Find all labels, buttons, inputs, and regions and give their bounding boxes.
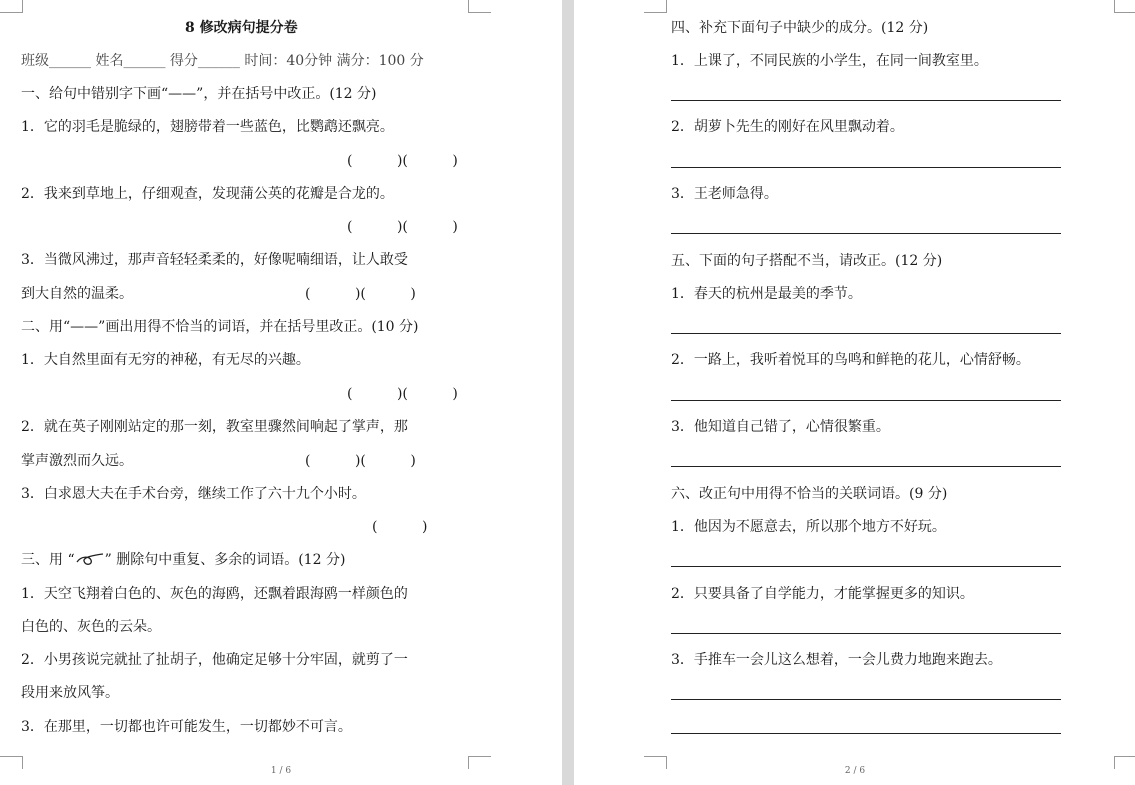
s4-question-3: 3．王老师急得。 [671,186,778,202]
answer-line[interactable] [671,100,1061,101]
s6-question-2: 2．只要具备了自学能力，才能掌握更多的知识。 [671,586,974,602]
s3-question-1-cont: 白色的、灰色的云朵。 [21,619,161,635]
s5-question-3: 3．他知道自己错了，心情很繁重。 [671,419,890,435]
crop-mark [644,0,667,13]
answer-line[interactable] [671,466,1061,467]
answer-line[interactable] [671,233,1061,234]
s3-question-3: 3．在那里，一切都也许可能发生，一切都妙不可言。 [21,719,352,735]
s3-heading-pre: 三、用 “ [21,552,75,568]
section-4-heading: 四、补充下面句子中缺少的成分。(12 分) [671,20,929,36]
s6-question-3: 3．手推车一会儿这么想着，一会儿费力地跑来跑去。 [671,652,1002,668]
answer-parens[interactable]: ( )( ) [347,153,458,169]
s1-question-2: 2．我来到草地上，仔细观查，发现蒲公英的花瓣是合龙的。 [21,186,394,202]
answer-line[interactable] [671,566,1061,567]
answer-parens[interactable]: ( )( ) [305,453,416,469]
section-1-heading: 一、给句中错别字下画“——”，并在括号中改正。(12 分) [21,86,377,102]
section-3-heading [21,551,345,569]
s5-question-1: 1．春天的杭州是最美的季节。 [671,286,862,302]
s2-question-2-cont: 掌声激烈而久远。 [21,453,133,469]
page-1 [0,0,562,785]
answer-line[interactable] [671,333,1061,334]
s3-question-2-cont: 段用来放风筝。 [21,685,119,701]
section-2-heading: 二、用“——”画出用得不恰当的词语，并在括号里改正。(10 分) [21,319,419,335]
answer-line[interactable] [671,699,1061,700]
answer-line[interactable] [671,633,1061,634]
crop-mark [0,0,23,13]
answer-parens[interactable]: ( )( ) [347,386,458,402]
answer-parens[interactable]: ( )( ) [347,219,458,235]
s5-question-2: 2．一路上，我听着悦耳的鸟鸣和鲜艳的花儿，心情舒畅。 [671,352,1030,368]
answer-line[interactable] [671,167,1061,168]
section-5-heading: 五、下面的句子搭配不当，请改正。(12 分) [671,253,943,269]
page-2 [574,0,1135,785]
s1-question-3: 3．当微风沸过，那声音轻轻柔柔的，好像呢喃细语，让人敢受 [21,252,408,268]
s4-question-1: 1．上课了，不同民族的小学生，在同一间教室里。 [671,53,988,69]
answer-parens[interactable]: ( ) [372,519,428,535]
info-line: 班级______ 姓名______ 得分______ 时间：40分钟 满分：100 分 [21,53,424,69]
page-title: 8 修改病句提分卷 [185,20,298,36]
delete-loop-icon [75,552,105,568]
page-number: 1 / 6 [270,766,292,776]
crop-mark [468,0,491,13]
answer-line[interactable] [671,400,1061,401]
s4-question-2: 2．胡萝卜先生的刚好在风里飘动着。 [671,119,904,135]
section-6-heading: 六、改正句中用得不恰当的关联词语。(9 分) [671,486,948,502]
s2-question-2: 2．就在英子刚刚站定的那一刻，教室里骤然间响起了掌声，那 [21,419,408,435]
s3-heading-post: ” 删除句中重复、多余的词语。(12 分) [104,552,346,568]
s1-question-3-cont: 到大自然的温柔。 [21,286,133,302]
crop-mark [1114,0,1135,13]
answer-parens[interactable]: ( )( ) [305,286,416,302]
s6-question-1: 1．他因为不愿意去，所以那个地方不好玩。 [671,519,946,535]
s1-question-1: 1．它的羽毛是脆绿的，翅膀带着一些蓝色，比鹦鹉还飘亮。 [21,119,394,135]
page-number: 2 / 6 [844,766,866,776]
s2-question-1: 1．大自然里面有无穷的神秘，有无尽的兴趣。 [21,352,310,368]
answer-line[interactable] [671,733,1061,734]
s2-question-3: 3．白求恩大夫在手术台旁，继续工作了六十九个小时。 [21,486,366,502]
s3-question-2: 2．小男孩说完就扯了扯胡子，他确定足够十分牢固，就剪了一 [21,652,408,668]
s3-question-1: 1．天空飞翔着白色的、灰色的海鸥，还飘着跟海鸥一样颜色的 [21,586,408,602]
